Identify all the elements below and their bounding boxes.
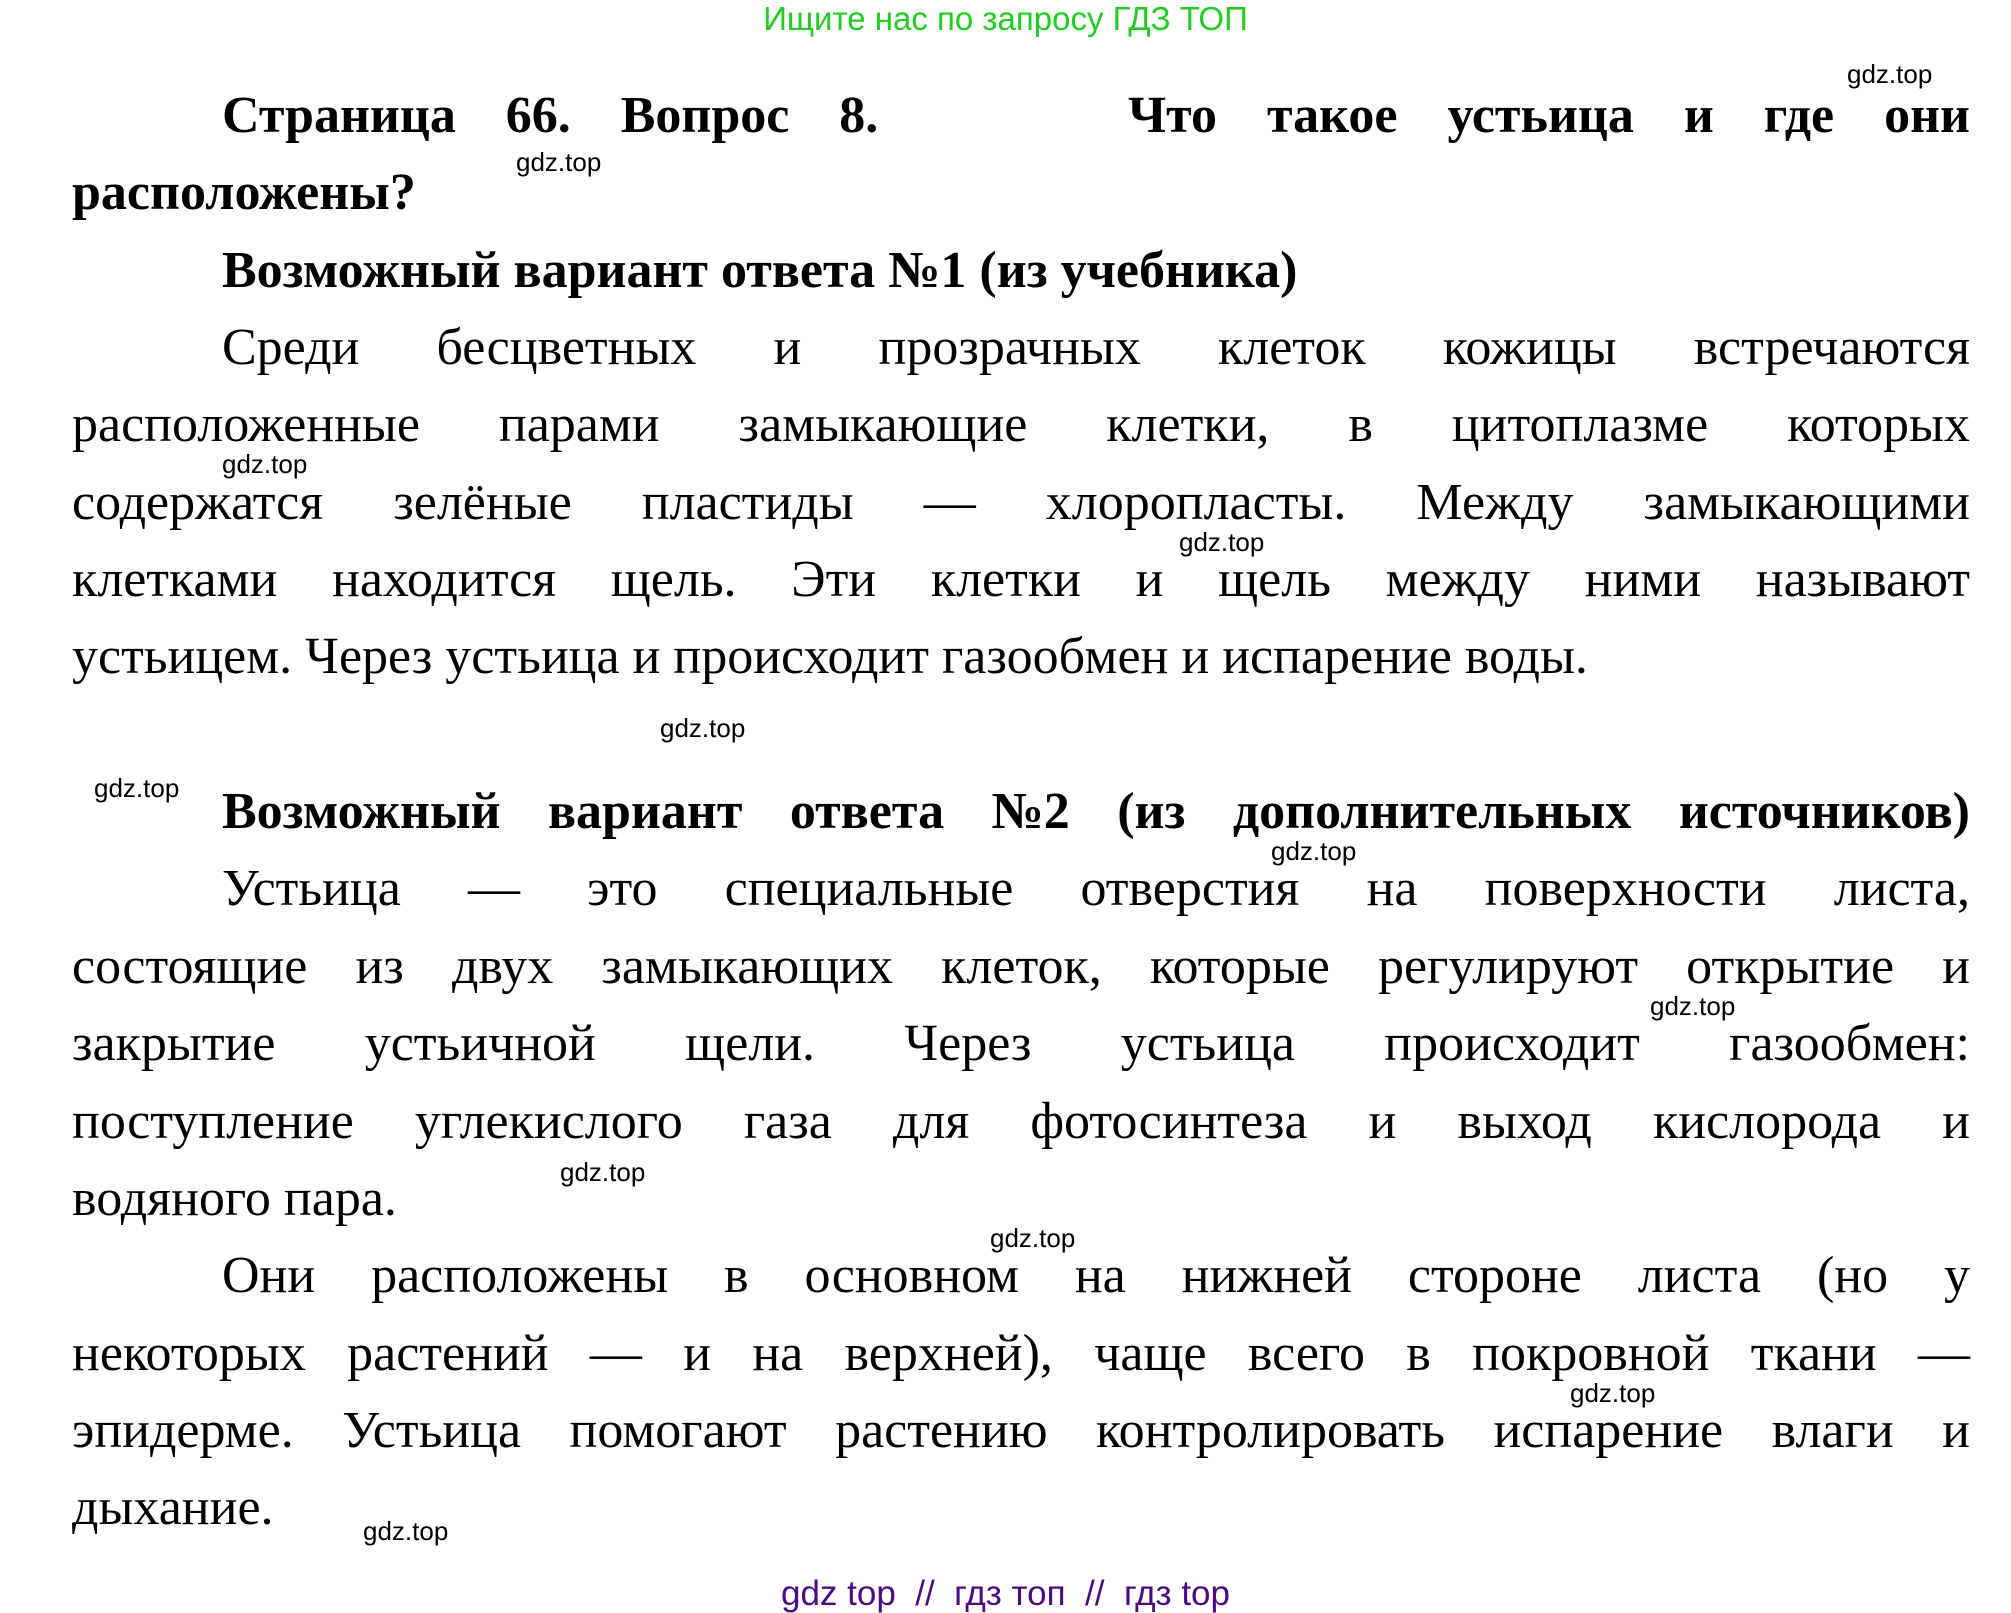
text-line: дыхание. bbox=[72, 1479, 274, 1536]
text-line: клетками находится щель. Эти клетки и щель между ними называют bbox=[72, 551, 1970, 608]
watermark: gdz.top bbox=[1570, 1378, 1656, 1408]
text-line: водяного пара. bbox=[72, 1170, 397, 1227]
watermark: gdz.top bbox=[363, 1516, 449, 1546]
watermark: gdz.top bbox=[990, 1223, 1076, 1253]
text-line: устьицем. Через устьица и происходит газообмен и испарение воды. bbox=[72, 628, 1588, 685]
text-line: эпидерме. Устьица помогают растению контролировать испарение влаги и bbox=[72, 1402, 1970, 1459]
text-line: Они расположены в основном на нижней стороне листа (но у bbox=[222, 1247, 1970, 1304]
answer-2-heading: Возможный вариант ответа №2 (из дополнительных источников) bbox=[222, 783, 1970, 840]
watermark: gdz.top bbox=[516, 147, 602, 177]
text-line: расположенные парами замыкающие клетки, в цитоплазме которых bbox=[72, 396, 1970, 453]
text-line: закрытие устьичной щели. Через устьица происходит газообмен: bbox=[72, 1015, 1970, 1072]
watermark: gdz.top bbox=[94, 773, 180, 803]
watermark: gdz.top bbox=[1179, 527, 1265, 557]
search-banner: Ищите нас по запросу ГДЗ ТОП bbox=[763, 0, 1248, 37]
text-line: некоторых растений — и на верхней), чаще всего в покровной ткани — bbox=[72, 1325, 1970, 1382]
watermark: gdz.top bbox=[1650, 991, 1736, 1021]
watermark: gdz.top bbox=[222, 449, 308, 479]
title-line: Страница 66. Вопрос 8. Что такое устьица и где они bbox=[222, 87, 1970, 144]
footer-links: gdz top // гдз топ // гдз top bbox=[781, 1574, 1230, 1613]
watermark: gdz.top bbox=[560, 1157, 646, 1187]
text-line: состоящие из двух замыкающих клеток, которые регулируют открытие и bbox=[72, 938, 1970, 995]
text-line: поступление углекислого газа для фотосинтеза и выход кислорода и bbox=[72, 1093, 1970, 1150]
watermark: gdz.top bbox=[1847, 59, 1933, 89]
watermark: gdz.top bbox=[660, 713, 746, 743]
text-line: Среди бесцветных и прозрачных клеток кожицы встречаются bbox=[222, 319, 1970, 376]
text-line: Устьица — это специальные отверстия на поверхности листа, bbox=[222, 860, 1970, 917]
text-line: содержатся зелёные пластиды — хлоропласты. Между замыкающими bbox=[72, 474, 1970, 531]
answer-1-heading: Возможный вариант ответа №1 (из учебника) bbox=[222, 242, 1298, 299]
title-line: расположены? bbox=[72, 164, 416, 221]
watermark: gdz.top bbox=[1271, 836, 1357, 866]
